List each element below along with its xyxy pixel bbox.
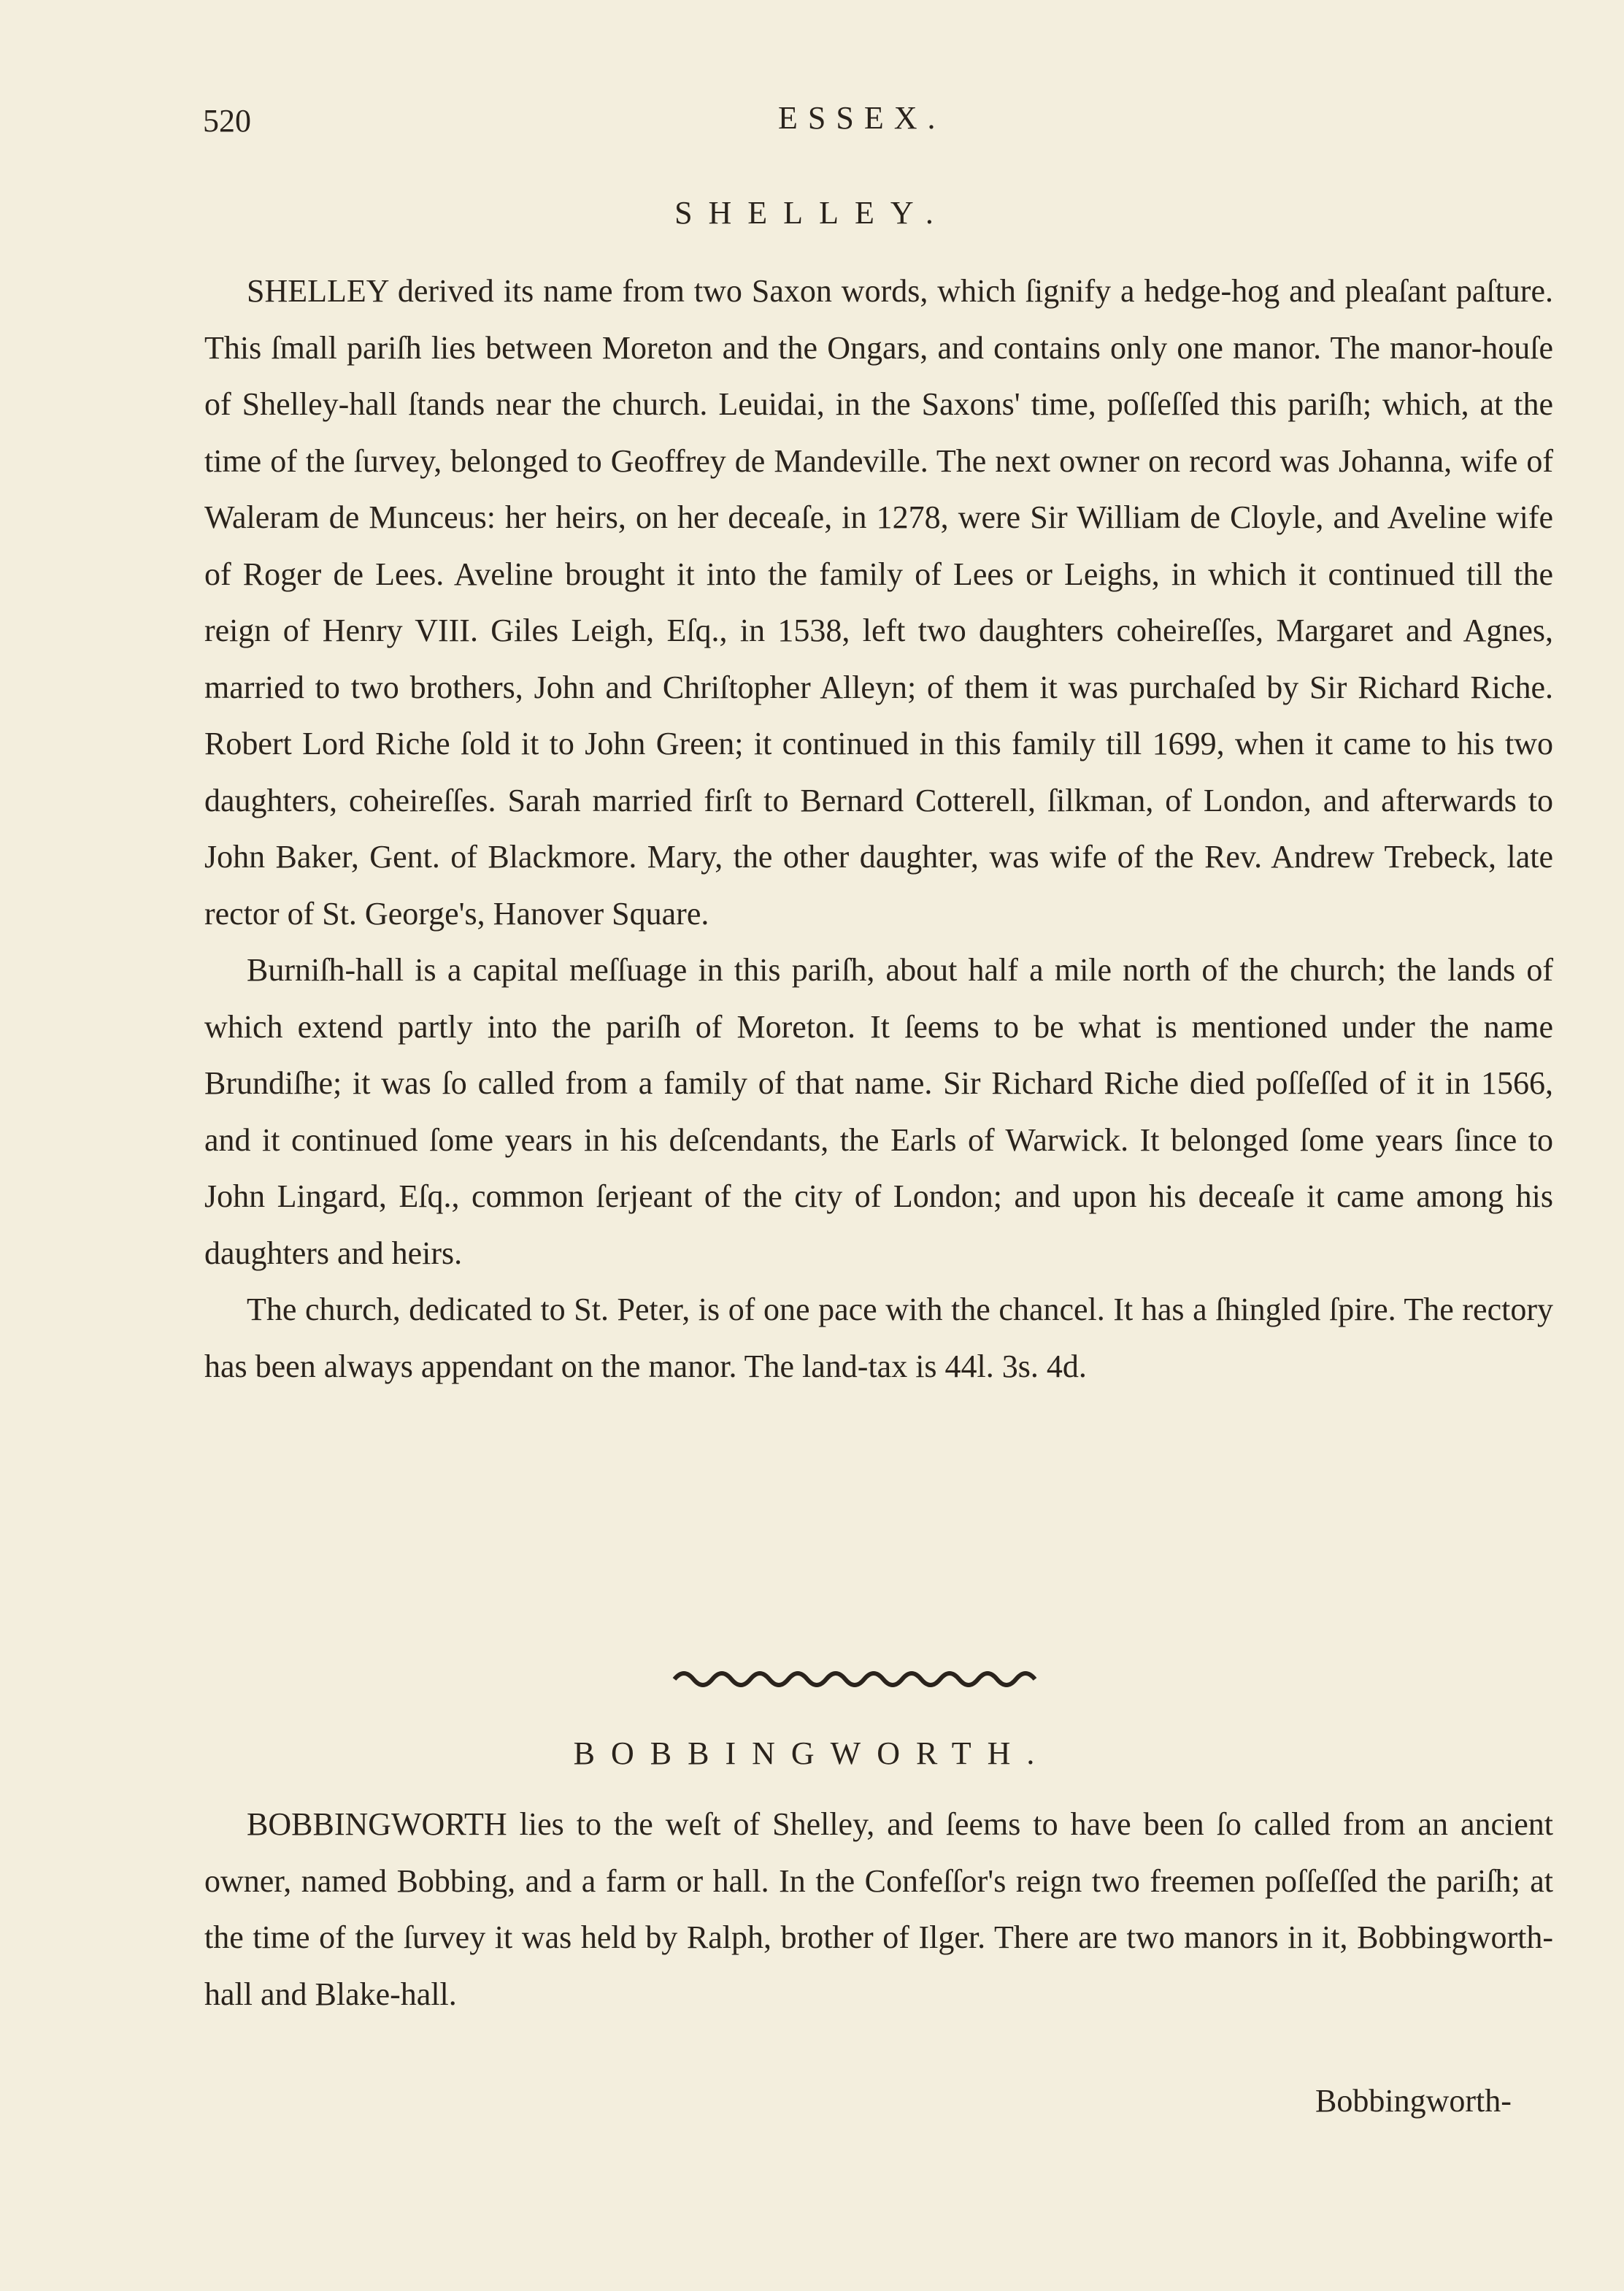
- page-number: 520: [203, 103, 251, 139]
- paragraph: BOBBINGWORTH lies to the weſt of Shelley, and ſeems to have been ſo called from an ancient owner, named Bobbing, and a farm or hall. In the Confeſſor's reign two freemen poſſeſſed the pariſh; at the time of the ſurvey it was held by Ralph, brother of Ilger. There are two manors in it, Bobbingworth-hall and Blake-hall.: [204, 1806, 1553, 2012]
- section-body-shelley: [204, 263, 1553, 1394]
- section-divider-ornament: [671, 1665, 1051, 1689]
- running-title: ESSEX.: [778, 100, 946, 136]
- paragraph: The church, dedicated to St. Peter, is of one pace with the chancel. It has a ſhingled ſpire. The rectory has been always appendant on the manor. The land-tax is 44l. 3s. 4d.: [204, 1292, 1553, 1384]
- section-body-bobbingworth: [204, 1796, 1553, 2022]
- section-title-bobbingworth: BOBBINGWORTH.: [573, 1735, 1051, 1771]
- paragraph: Burniſh-hall is a capital meſſuage in this pariſh, about half a mile north of the church; the lands of which extend partly into the pariſh of Moreton. It ſeems to be what is mentioned under the name Brundiſhe; it was ſo called from a family of that name. Sir Richard Riche died poſſeſſed of it in 1566, and it continued ſome years in his deſcendants, the Earls of Warwick. It belonged ſome years ſince to John Lingard, Eſq., common ſerjeant of the city of London; and upon his deceaſe it came among his daughters and heirs.: [204, 952, 1553, 1271]
- section-title-shelley: SHELLEY.: [674, 195, 950, 231]
- catchword: Bobbingworth-: [1315, 2083, 1512, 2119]
- paragraph: SHELLEY derived its name from two Saxon words, which ſignify a hedge-hog and pleaſant paſture. This ſmall pariſh lies between Moreton and the Ongars, and contains only one manor. The manor-houſe of Shelley-hall ſtands near the church. Leuidai, in the Saxons' time, poſſeſſed this pariſh; which, at the time of the ſurvey, belonged to Geoffrey de Mandeville. The next owner on record was Johanna, wife of Waleram de Munceus: her heirs, on her deceaſe, in 1278, were Sir William de Cloyle, and Aveline wife of Roger de Lees. Aveline brought it into the family of Lees or Leighs, in which it continued till the reign of Henry VIII. Giles Leigh, Eſq., in 1538, left two daughters coheireſſes, Margaret and Agnes, married to two brothers, John and Chriſtopher Alleyn; of them it was purchaſed by Sir Richard Riche. Robert Lord Riche ſold it to John Green; it continued in this family till 1699, when it came to his two daughters, coheireſſes. Sarah married firſt to Bernard Cotterell, ſilkman, of London, and afterwards to John Baker, Gent. of Blackmore. Mary, the other daughter, was wife of the Rev. Andrew Trebeck, late rector of St. George's, Hanover Square.: [204, 273, 1553, 932]
